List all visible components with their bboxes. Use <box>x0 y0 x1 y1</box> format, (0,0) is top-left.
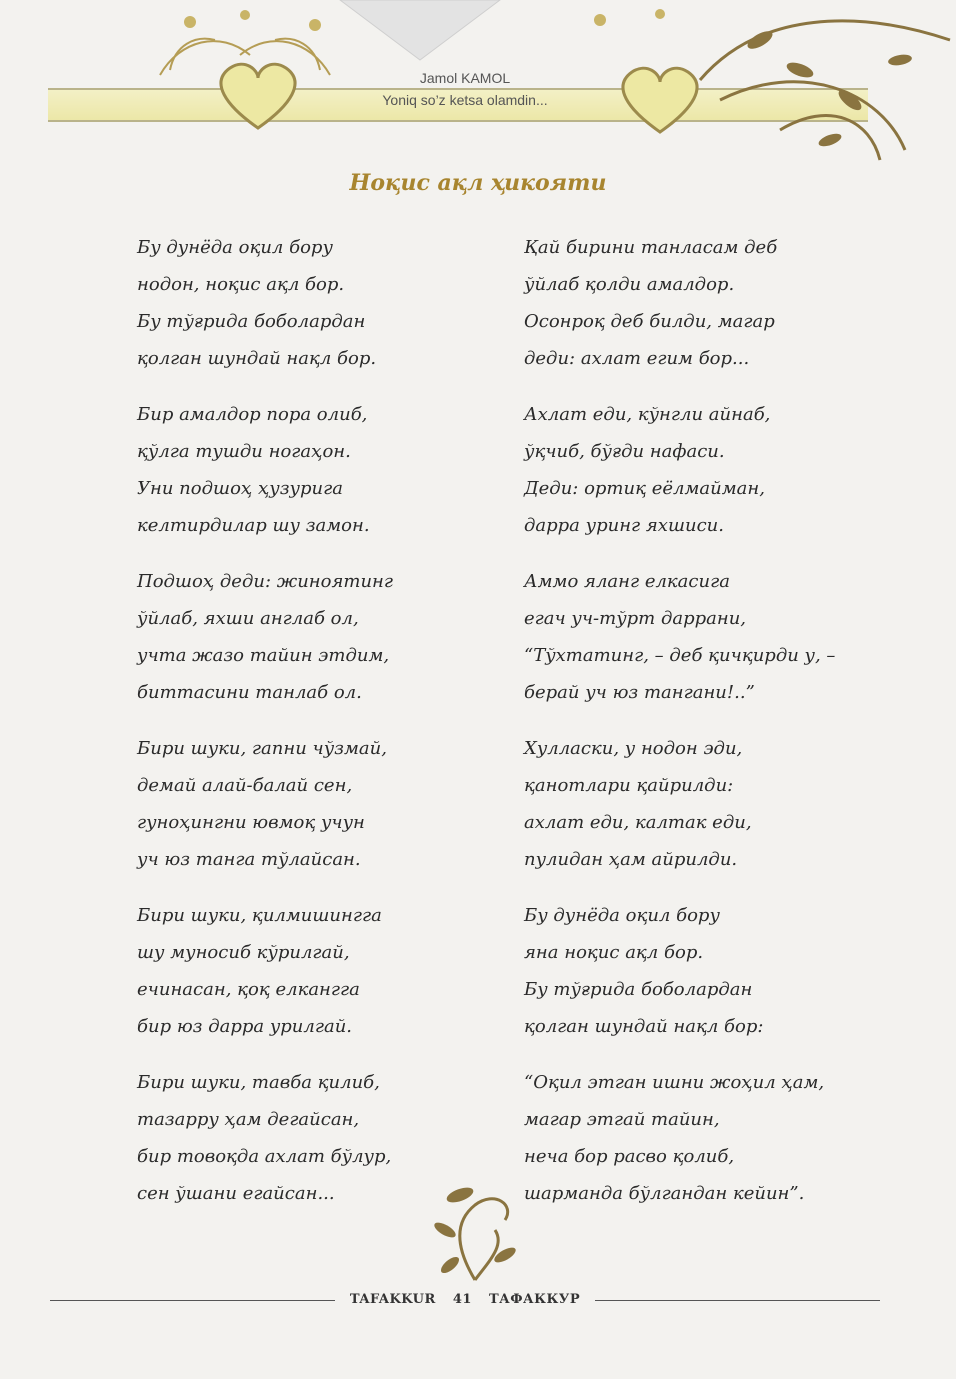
header-motto: Yoniq so’z ketsa olamdin... <box>382 92 548 108</box>
footer-left-text: TAFAKKUR <box>349 1292 436 1307</box>
poem-column-left <box>137 229 517 1231</box>
poem-line: Подшоҳ деди: жиноятинг <box>137 571 394 592</box>
poem-line: Бири шуки, гапни чўзмай, <box>137 738 387 759</box>
poem-line: Қай бирини танласам деб <box>524 237 778 258</box>
poem-line: яна ноқис ақл бор. <box>524 942 704 963</box>
poem-line: қолган шундай нақл бор: <box>524 1016 764 1037</box>
poem-title: Ноқис ақл ҳикояти <box>349 170 607 196</box>
poem-line: қўлга тушди ногаҳон. <box>137 441 351 462</box>
poem-line: биттасини танлаб ол. <box>137 682 362 703</box>
poem-line: Аммо яланг елкасига <box>524 571 730 592</box>
footer-rule-right <box>595 1300 880 1301</box>
poem-line: Осонроқ деб билди, магар <box>524 311 775 332</box>
poem-line: Бири шуки, тавба қилиб, <box>137 1072 380 1093</box>
page-number: 41 <box>452 1292 472 1307</box>
footer-right-text: ТАФАККУР <box>488 1292 581 1307</box>
poem-line: Бири шуки, қилмишингга <box>137 905 382 926</box>
poem-line: ахлат еди, калтак еди, <box>524 812 752 833</box>
stanza <box>137 730 517 878</box>
poem-line: сен ўшани егайсан... <box>137 1183 335 1204</box>
stanza <box>524 897 904 1045</box>
stanza <box>524 396 904 544</box>
author-name: Jamol KAMOL <box>419 70 511 86</box>
poem-line: шу муносиб кўрилгай, <box>137 942 350 963</box>
stanza <box>524 563 904 711</box>
poem-line: магар этгай тайин, <box>524 1109 720 1130</box>
stanza <box>524 730 904 878</box>
poem-line: “Оқил этган ишни жоҳил ҳам, <box>524 1072 825 1093</box>
poem-line: гуноҳингни ювмоқ учун <box>137 812 365 833</box>
poem-line: Уни подшоҳ ҳузурига <box>137 478 343 499</box>
stanza <box>137 396 517 544</box>
stanza <box>524 229 904 377</box>
poem-line: Деди: ортиқ еёлмайман, <box>524 478 765 499</box>
poem-line: қолган шундай нақл бор. <box>137 348 377 369</box>
footer-label <box>335 1292 595 1307</box>
poem-line: берай уч юз тангани!..” <box>524 682 755 703</box>
poem-line: ўйлаб қолди амалдор. <box>524 274 735 295</box>
floral-footer-ornament <box>420 1175 530 1285</box>
poem-line: демай алай-балай сен, <box>137 775 353 796</box>
poem-line: учта жазо тайин этдим, <box>137 645 390 666</box>
poem-line: шарманда бўлгандан кейин”. <box>524 1183 805 1204</box>
poem-line: дарра уринг яхшиси. <box>524 515 724 536</box>
poem-line: неча бор расво қолиб, <box>524 1146 735 1167</box>
poem-line: Бу дунёда оқил бору <box>524 905 720 926</box>
poem-line: Бу тўғрида боболардан <box>524 979 753 1000</box>
poem-line: қанотлари қайрилди: <box>524 775 734 796</box>
poem-line: Бир амалдор пора олиб, <box>137 404 368 425</box>
poem-column-right <box>524 229 904 1231</box>
poem-line: Хулласки, у нодон эди, <box>524 738 743 759</box>
poem-line: егач уч-тўрт даррани, <box>524 608 747 629</box>
poem-line: “Тўхтатинг, – деб қичқирди у, – <box>524 645 836 666</box>
stanza <box>137 897 517 1045</box>
poem-line: ўйлаб, яхши англаб ол, <box>137 608 359 629</box>
poem-line: нодон, ноқис ақл бор. <box>137 274 345 295</box>
stanza <box>137 563 517 711</box>
poem-line: бир товоқда ахлат бўлур, <box>137 1146 392 1167</box>
poem-line: ўқчиб, бўғди нафаси. <box>524 441 725 462</box>
poem-line: ечинасан, қоқ елкангга <box>137 979 360 1000</box>
poem-line: келтирдилар шу замон. <box>137 515 370 536</box>
stanza <box>137 229 517 377</box>
poem-line: тазарру ҳам дегайсан, <box>137 1109 360 1130</box>
poem-line: Бу тўғрида боболардан <box>137 311 366 332</box>
poem-line: деди: ахлат егим бор... <box>524 348 750 369</box>
poem-line: Ахлат еди, кўнгли айнаб, <box>524 404 771 425</box>
stanza <box>524 1064 904 1212</box>
poem-line: уч юз танга тўлайсан. <box>137 849 361 870</box>
footer-rule-left <box>50 1300 335 1301</box>
poem-line: Бу дунёда оқил бору <box>137 237 333 258</box>
poem-line: пулидан ҳам айрилди. <box>524 849 738 870</box>
poem-line: бир юз дарра урилгай. <box>137 1016 353 1037</box>
